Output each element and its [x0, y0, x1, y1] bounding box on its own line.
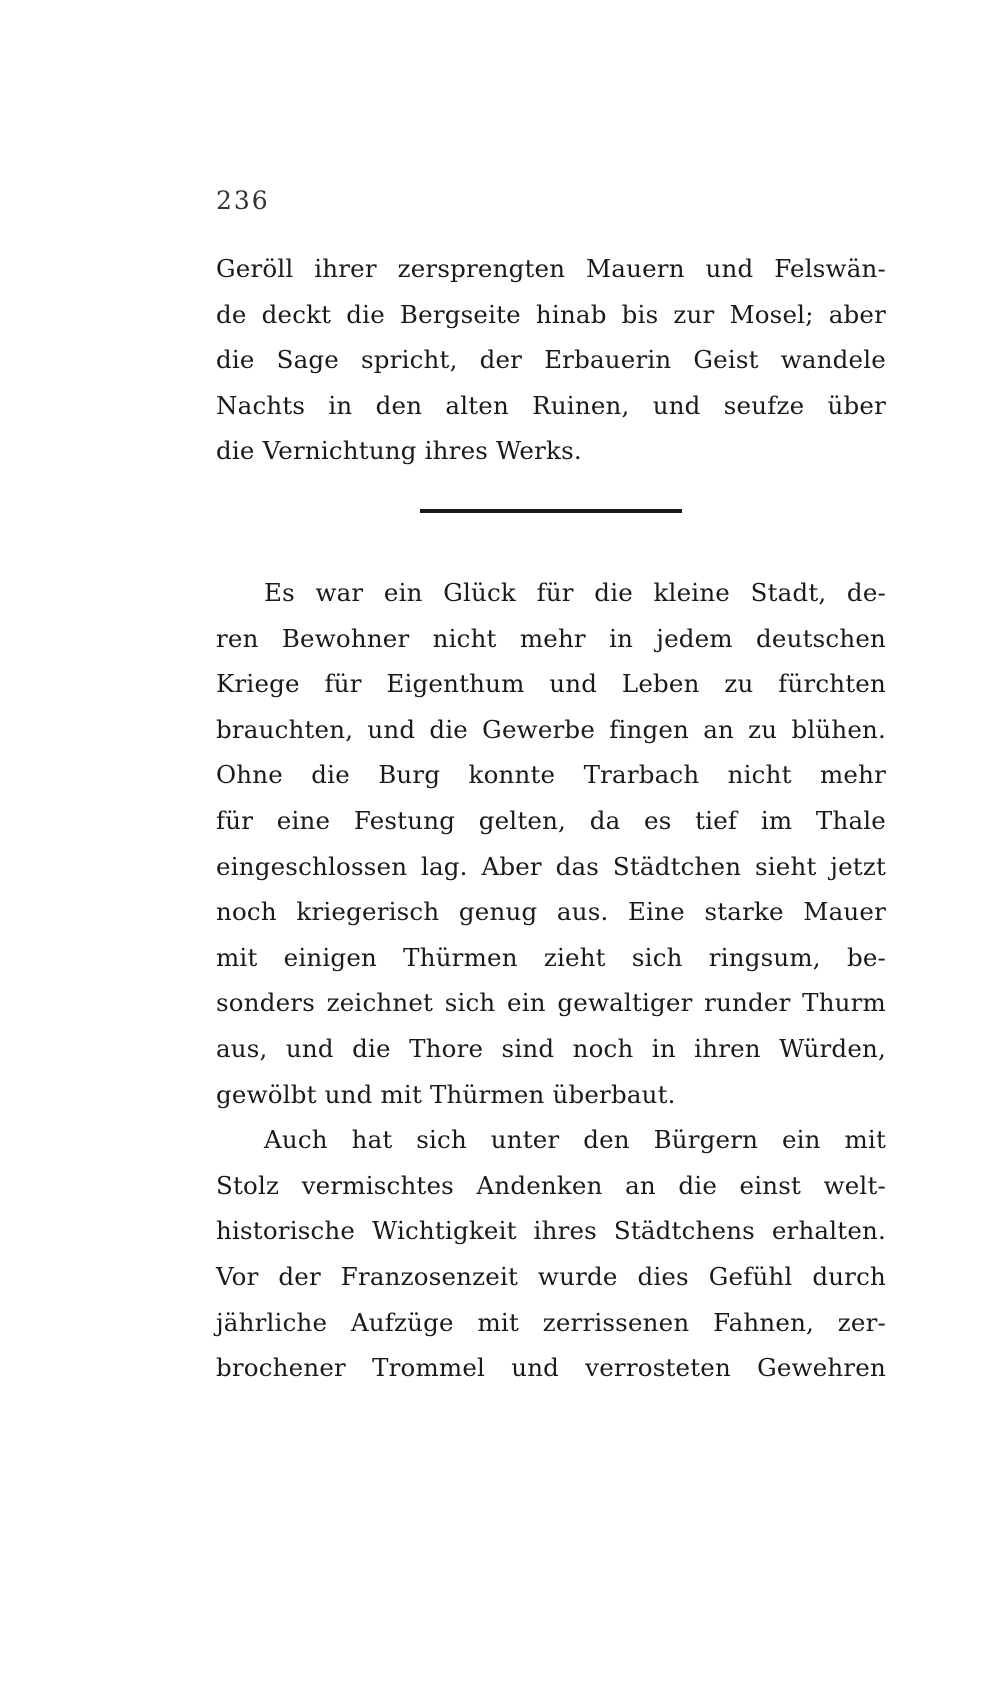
section-divider: [420, 509, 682, 513]
text-line: eingeschlossen lag. Aber das Städtchen sieht jetzt: [216, 851, 886, 881]
page-number: 236: [216, 186, 270, 215]
text-line: brochener Trommel und verrosteten Gewehren: [216, 1353, 886, 1383]
text-line: sonders zeichnet sich ein gewaltiger runder Thurm: [216, 988, 886, 1018]
paragraph-2: [216, 570, 886, 1391]
text-line: die Sage spricht, der Erbauerin Geist wandele: [216, 345, 886, 375]
text-line: jährliche Aufzüge mit zerrissenen Fahnen, zer-: [216, 1307, 886, 1337]
text-line: noch kriegerisch genug aus. Eine starke Mauer: [216, 897, 886, 927]
text-line: aus, und die Thore sind noch in ihren Würden,: [216, 1033, 886, 1063]
text-line: Es war ein Glück für die kleine Stadt, de-: [264, 578, 886, 607]
text-line: historische Wichtigkeit ihres Städtchens erhalten.: [216, 1216, 886, 1246]
text-line: mit einigen Thürmen zieht sich ringsum, be-: [216, 942, 886, 972]
text-line: Geröll ihrer zersprengten Mauern und Felswän-: [216, 254, 886, 283]
text-line: gewölbt und mit Thürmen überbaut.: [216, 1079, 676, 1109]
text-line: Auch hat sich unter den Bürgern ein mit: [264, 1125, 886, 1155]
text-line: ren Bewohner nicht mehr in jedem deutschen: [216, 623, 886, 653]
text-line: Nachts in den alten Ruinen, und seufze über: [216, 390, 886, 420]
text-line: de deckt die Bergseite hinab bis zur Mosel; aber: [216, 299, 886, 329]
text-line: für eine Festung gelten, da es tief im Thale: [216, 805, 886, 835]
text-line: Vor der Franzosenzeit wurde dies Gefühl durch: [216, 1261, 886, 1291]
text-line: Ohne die Burg konnte Trarbach nicht mehr: [216, 760, 886, 790]
paragraph-1: [216, 246, 886, 474]
text-line: Stolz vermischtes Andenken an die einst welt-: [216, 1170, 886, 1200]
text-line: die Vernichtung ihres Werks.: [216, 436, 582, 466]
text-line: brauchten, und die Gewerbe fingen an zu blühen.: [216, 714, 886, 744]
text-line: Kriege für Eigenthum und Leben zu fürchten: [216, 669, 886, 699]
